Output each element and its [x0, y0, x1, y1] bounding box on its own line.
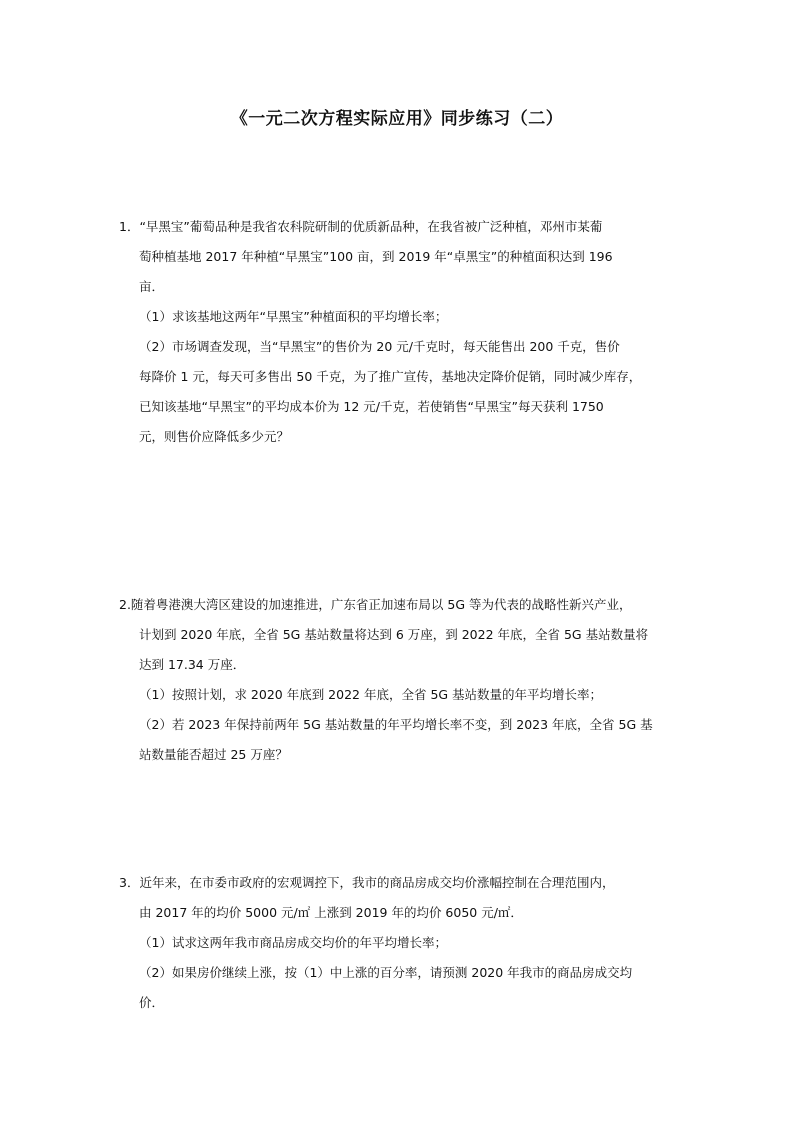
problem-3-line-1: 3．近年来，在市委市政府的宏观调控下，我市的商品房成交均价涨幅控制在合理范围内， — [119, 875, 615, 890]
problem-1-line-2: 萄种植基地 2017 年种植“早黑宝”100 亩，到 2019 年“卓黑宝”的种植面积达到 196 — [139, 249, 613, 264]
problem-1-part-1: （1）求该基地这两年“早黑宝”种植面积的平均增长率； — [139, 309, 448, 324]
problem-2-line-6: 站数量能否超过 25 万座？ — [139, 747, 288, 762]
problem-2 — [119, 590, 679, 770]
problem-1-line-1: 1．“早黑宝”葡萄品种是我省农科院研制的优质新品种，在我省被广泛种植，邓州市某葡 — [119, 219, 603, 234]
problem-1-part-2: （2）市场调查发现，当“早黑宝”的售价为 20 元/千克时，每天能售出 200 千克，售价 — [139, 339, 620, 354]
problem-1-line-7: 已知该基地“早黑宝”的平均成本价为 12 元/千克，若使销售“早黑宝”每天获利 1750 — [139, 399, 604, 414]
page-title: 《一元二次方程实际应用》同步练习（二） — [230, 109, 564, 129]
problem-1 — [119, 212, 679, 452]
problem-1-line-3: 亩． — [139, 279, 165, 294]
problem-2-line-2: 计划到 2020 年底，全省 5G 基站数量将达到 6 万座，到 2022 年底，全省 5G 基站数量将 — [139, 627, 649, 642]
problem-2-line-3: 达到 17.34 万座． — [139, 657, 246, 672]
problem-3-part-1: （1）试求这两年我市商品房成交均价的年平均增长率； — [139, 935, 447, 950]
problem-1-line-8: 元，则售价应降低多少元？ — [139, 429, 290, 444]
problem-3-line-5: 价． — [139, 995, 165, 1010]
problem-2-part-1: （1）按照计划，求 2020 年底到 2022 年底，全省 5G 基站数量的年平均增长率； — [139, 687, 603, 702]
problem-3-line-2: 由 2017 年的均价 5000 元/㎡ 上涨到 2019 年的均价 6050 元/㎡． — [139, 905, 523, 920]
problem-3 — [119, 868, 679, 1018]
problem-2-line-1: 2.随着粤港澳大湾区建设的加速推进，广东省正加速布局以 5G 等为代表的战略性新兴产业， — [119, 597, 632, 612]
problem-1-line-6: 每降价 1 元，每天可多售出 50 千克，为了推广宣传，基地决定降价促销，同时减少库存， — [139, 369, 642, 384]
problem-3-part-2: （2）如果房价继续上涨，按（1）中上涨的百分率，请预测 2020 年我市的商品房成交均 — [139, 965, 633, 980]
problem-2-part-2: （2）若 2023 年保持前两年 5G 基站数量的年平均增长率不变，到 2023 年底，全省 5G 基 — [139, 717, 653, 732]
